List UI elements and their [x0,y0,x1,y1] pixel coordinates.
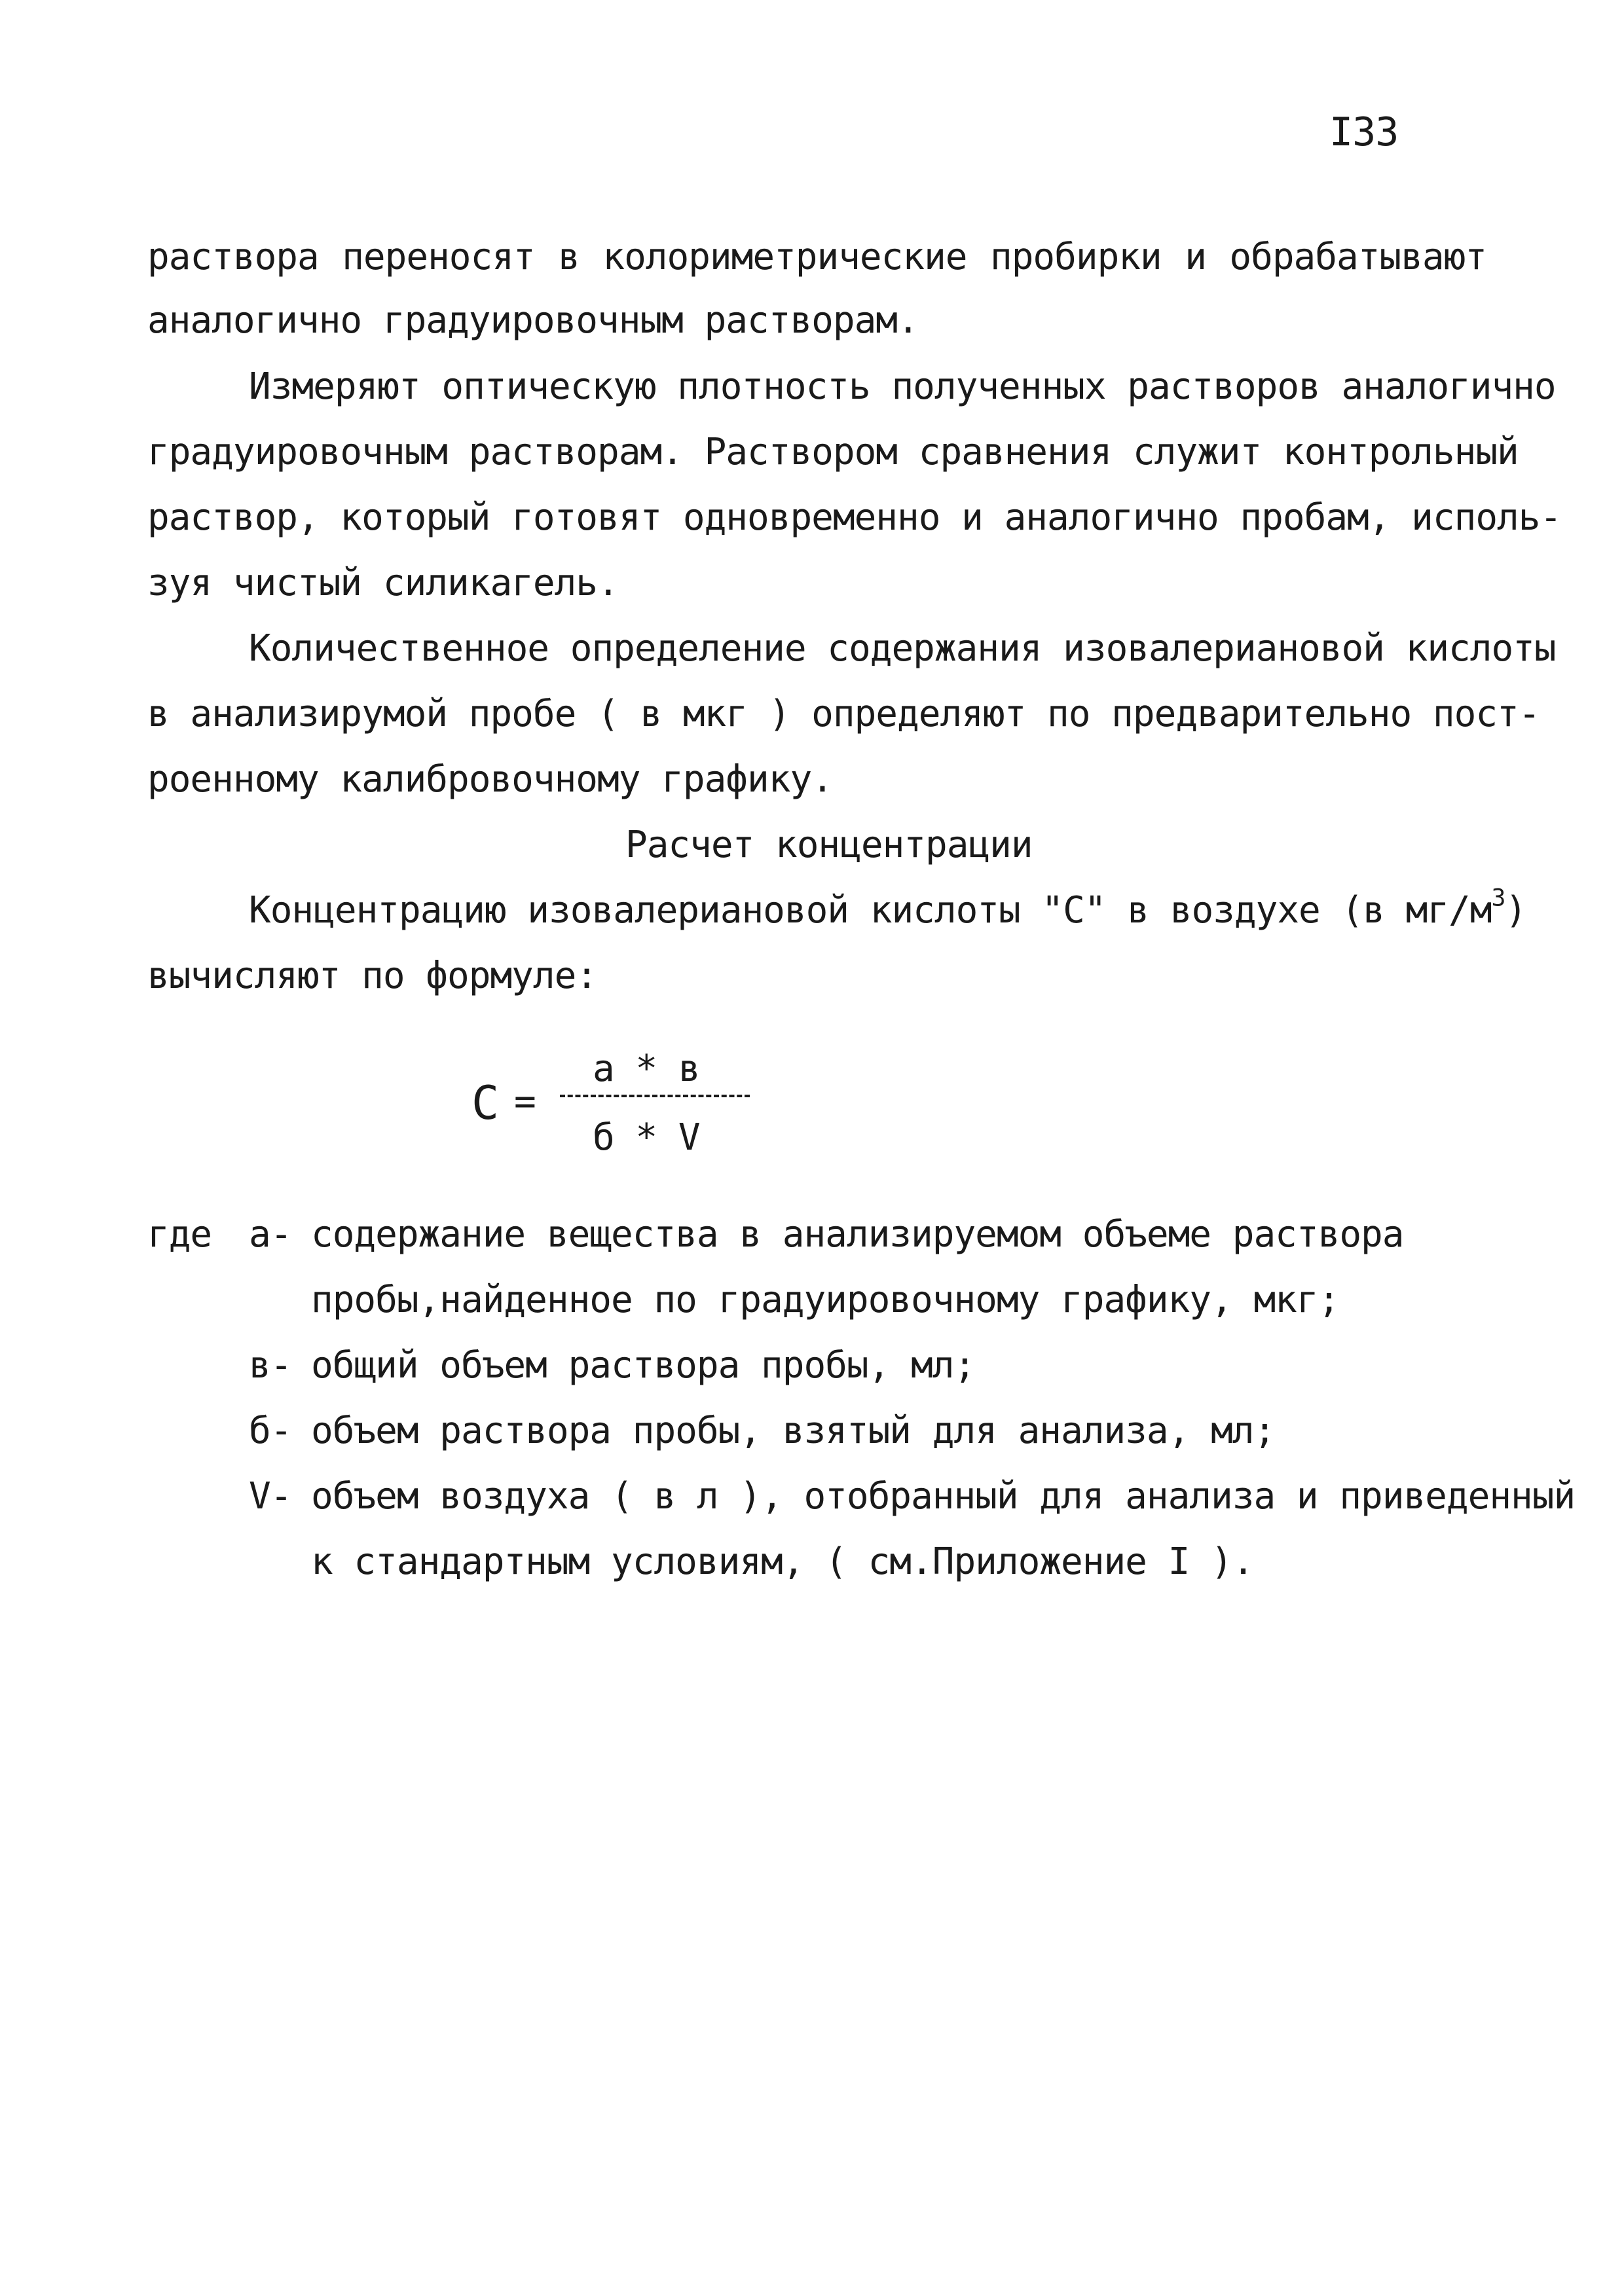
paragraph-line: аналогично градуировочным растворам. [147,299,919,342]
formula-equals: = [514,1080,536,1123]
fraction-rule [560,1095,750,1097]
formula-intro [249,883,1527,932]
definition-text: содержание вещества в анализируемом объеме раствора [311,1213,1404,1256]
paragraph-line: в анализирумой пробе ( в мкг ) определяют по предварительно пост- [147,693,1540,735]
definition-symbol: а- [249,1213,292,1256]
definition-symbol: V- [249,1475,292,1518]
paragraph-line: Измеряют оптическую плотность полученных растворов аналогично [249,365,1556,408]
page-number: I33 [1329,109,1399,155]
definition-text-continued: к стандартным условиям, ( см.Приложение I ). [311,1540,1254,1583]
definition-text: объем воздуха ( в л ), отобранный для анализа и приведенный [311,1475,1576,1518]
paragraph-line: зуя чистый силикагель. [147,562,619,604]
formula-denominator: б * V [593,1116,700,1159]
definition-text: общий объем раствора пробы, мл; [311,1344,976,1387]
definition-text-continued: пробы,найденное по градуировочному графику, мкг; [311,1279,1340,1321]
paragraph-line: Количественное определение содержания изовалериановой кислоты [249,627,1556,670]
paragraph-line: раствора переносят в колориметрические пробирки и обрабатывают [147,236,1486,278]
definitions-where: где [147,1213,212,1256]
paragraph-line: роенному калибровочному графику. [147,758,833,801]
formula-intro-close: ) [1505,889,1527,932]
paragraph-line: градуировочным растворам. Раствором сравнения служит контрольный [147,431,1519,473]
cubic-superscript: 3 [1491,883,1505,912]
formula-intro-continued: вычисляют по формуле: [147,955,598,997]
section-title: Расчет концентрации [625,824,1033,866]
paragraph-line: раствор, который готовят одновременно и аналогично пробам, исполь- [147,496,1562,539]
definition-text: объем раствора пробы, взятый для анализа, мл; [311,1410,1276,1452]
formula-intro-text: Концентрацию изовалериановой кислоты "С" в воздухе (в мг/м [249,889,1492,932]
definition-symbol: в- [249,1344,292,1387]
formula-lhs: C [471,1076,499,1130]
definition-symbol: б- [249,1410,292,1452]
formula-numerator: а * в [593,1048,700,1090]
